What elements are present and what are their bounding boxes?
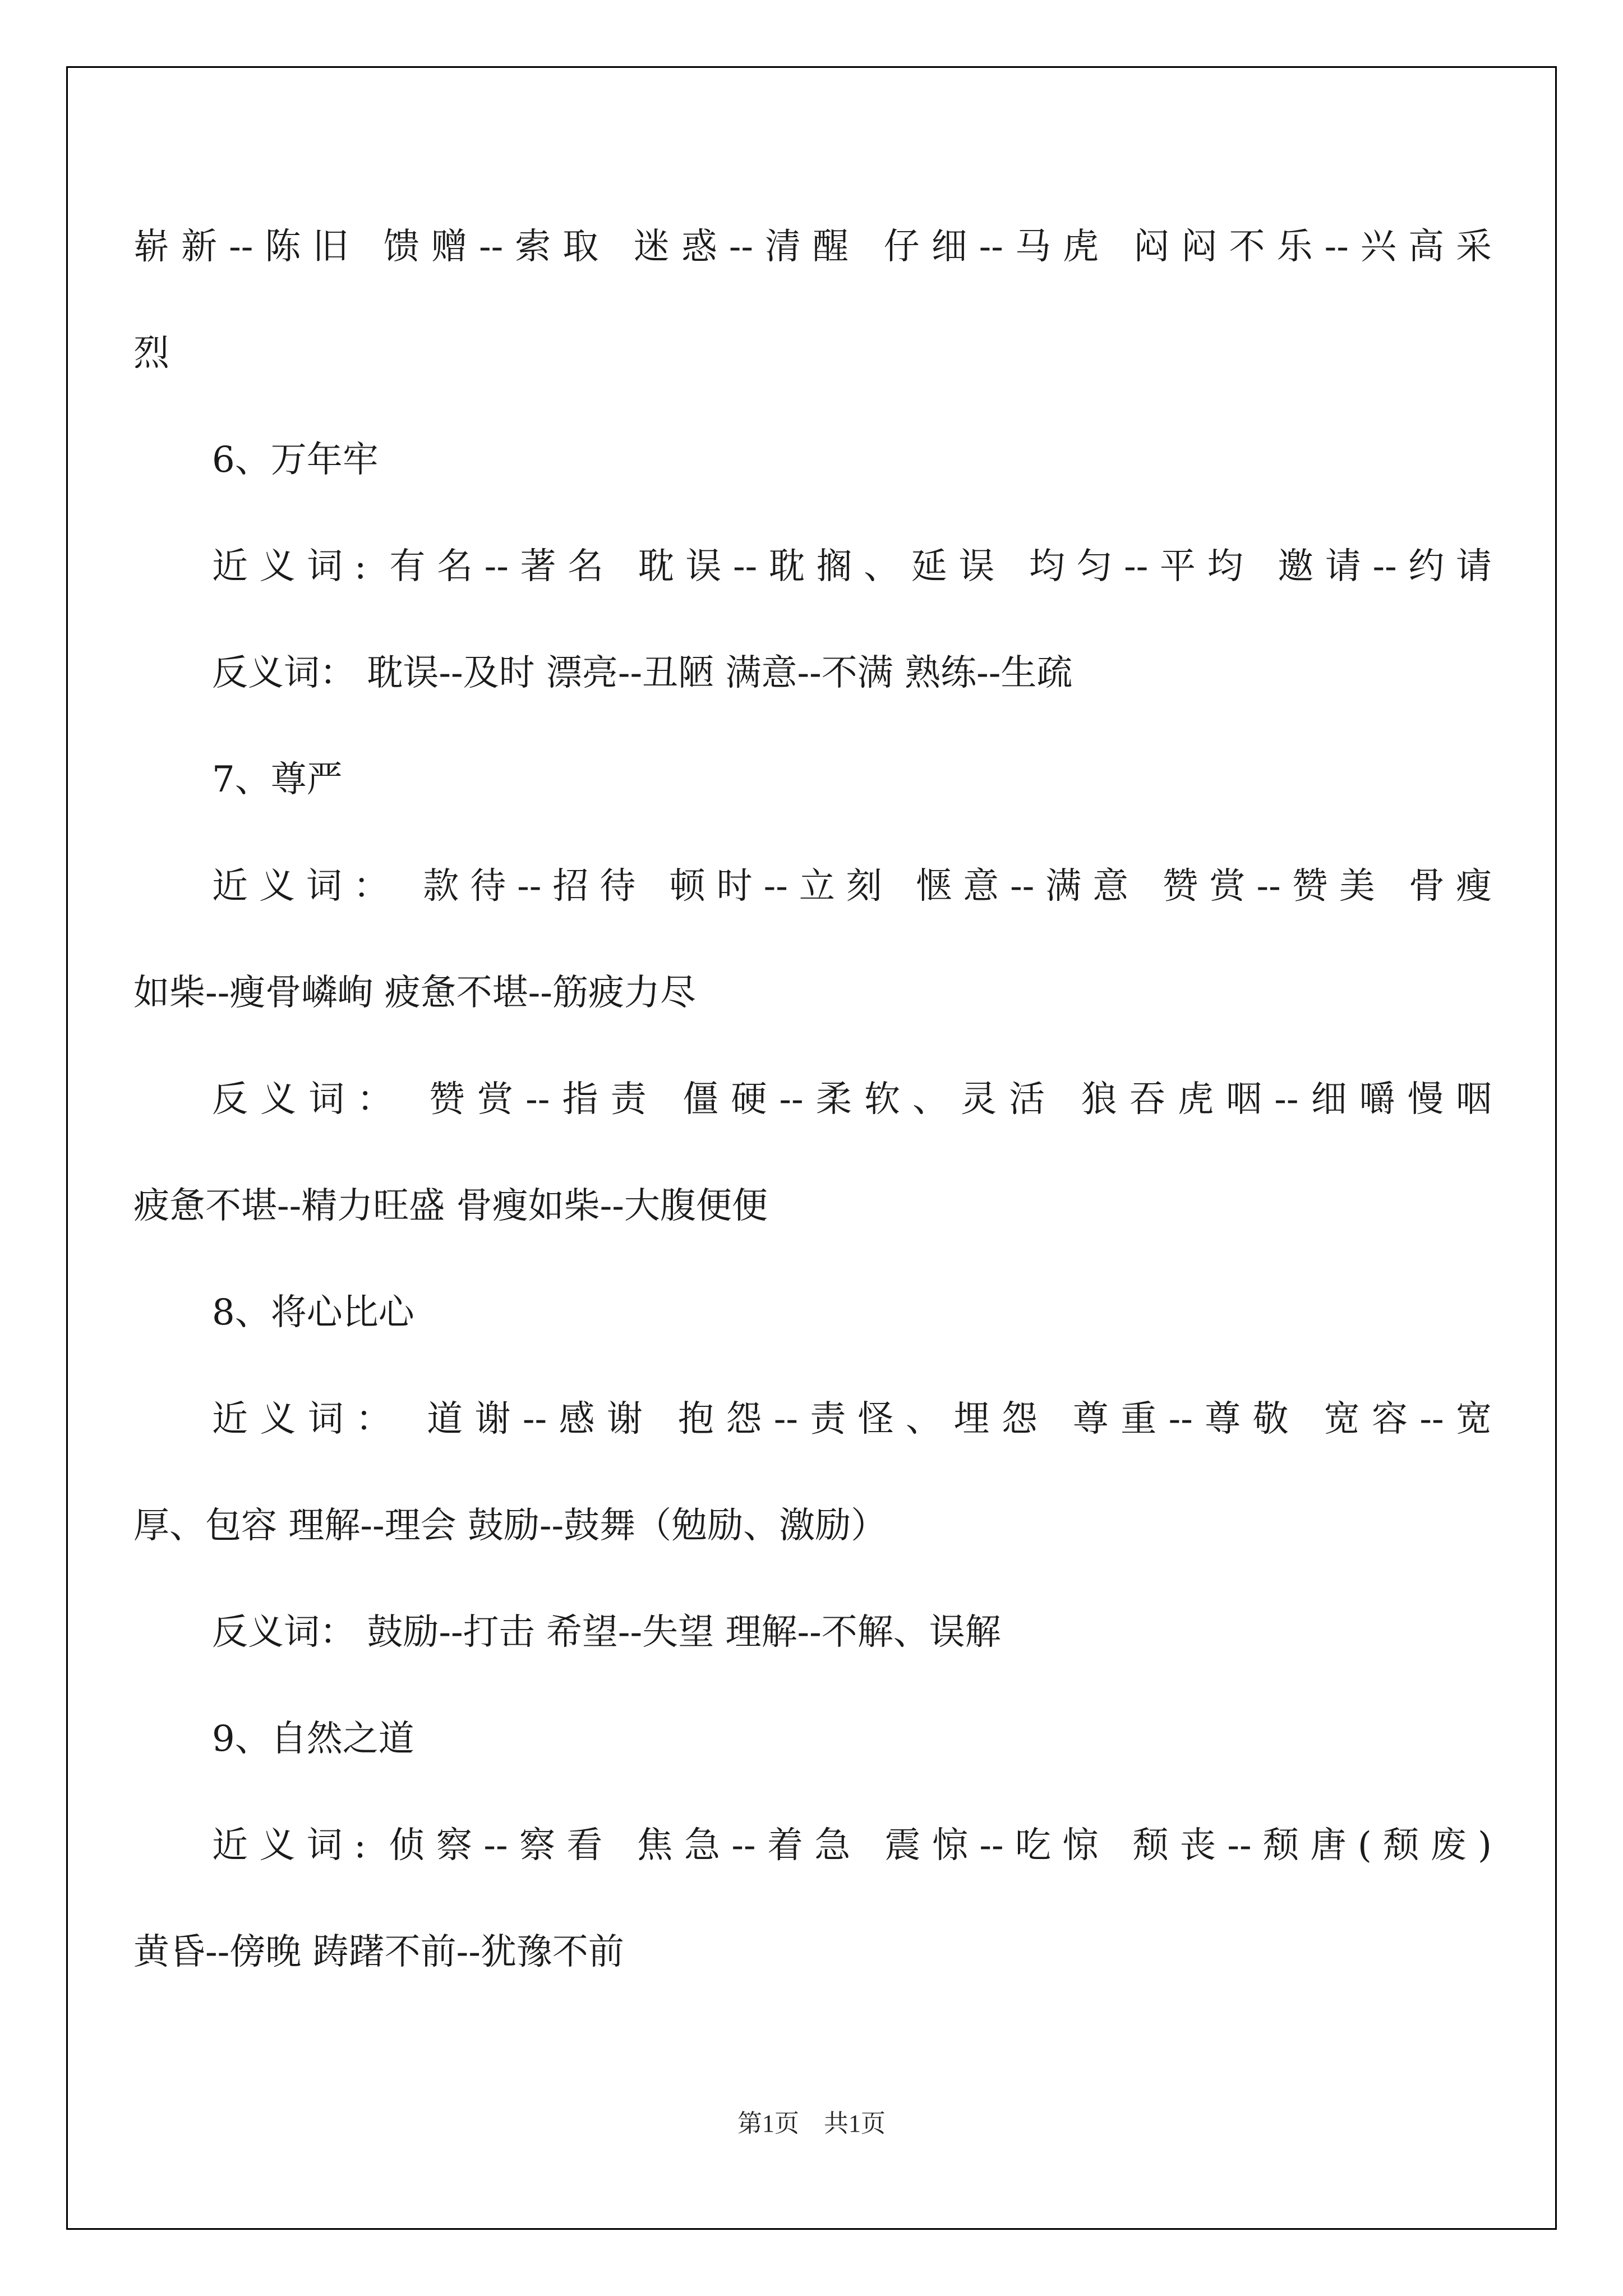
paragraph-line: 厚、包容 理解--理会 鼓励--鼓舞（勉励、激励）	[133, 1505, 887, 1547]
paragraph-line: 近义词： 款待--招待 顿时--立刻 惬意--满意 赞赏--赞美 骨瘦	[212, 866, 1492, 907]
paragraph-line: 近义词： 道谢--感谢 抱怨--责怪、埋怨 尊重--尊敬 宽容--宽	[212, 1398, 1492, 1440]
paragraph-line: 反义词： 鼓励--打击 希望--失望 理解--不解、误解	[212, 1612, 1001, 1653]
paragraph-line: 近义词: 侦察--察看 焦急--着急 震惊--吃惊 颓丧--颓唐(颓废)	[212, 1825, 1492, 1866]
section-heading: 9、自然之道	[212, 1718, 414, 1760]
section-heading: 8、将心比心	[212, 1292, 414, 1333]
paragraph-line: 烈	[133, 333, 169, 374]
paragraph-line: 黄昏--傍晚 踌躇不前--犹豫不前	[133, 1931, 624, 1973]
section-heading: 6、万年牢	[212, 439, 379, 481]
paragraph-line: 反义词： 耽误--及时 漂亮--丑陋 满意--不满 熟练--生疏	[212, 652, 1073, 694]
paragraph-line: 反义词： 赞赏--指责 僵硬--柔软、灵活 狼吞虎咽--细嚼慢咽	[212, 1079, 1492, 1120]
section-heading: 7、尊严	[212, 759, 343, 800]
paragraph-line: 如柴--瘦骨嶙峋 疲惫不堪--筋疲力尽	[133, 972, 696, 1014]
page-border	[66, 66, 1557, 2230]
paragraph-line: 疲惫不堪--精力旺盛 骨瘦如柴--大腹便便	[133, 1185, 768, 1227]
paragraph-line: 近义词: 有名--著名 耽误--耽搁、延误 均匀--平均 邀请--约请	[212, 546, 1492, 587]
paragraph-line: 崭新--陈旧 馈赠--索取 迷惑--清醒 仔细--马虎 闷闷不乐--兴高采	[133, 226, 1492, 268]
page-number-footer: 第1页 共1页	[737, 2110, 886, 2137]
